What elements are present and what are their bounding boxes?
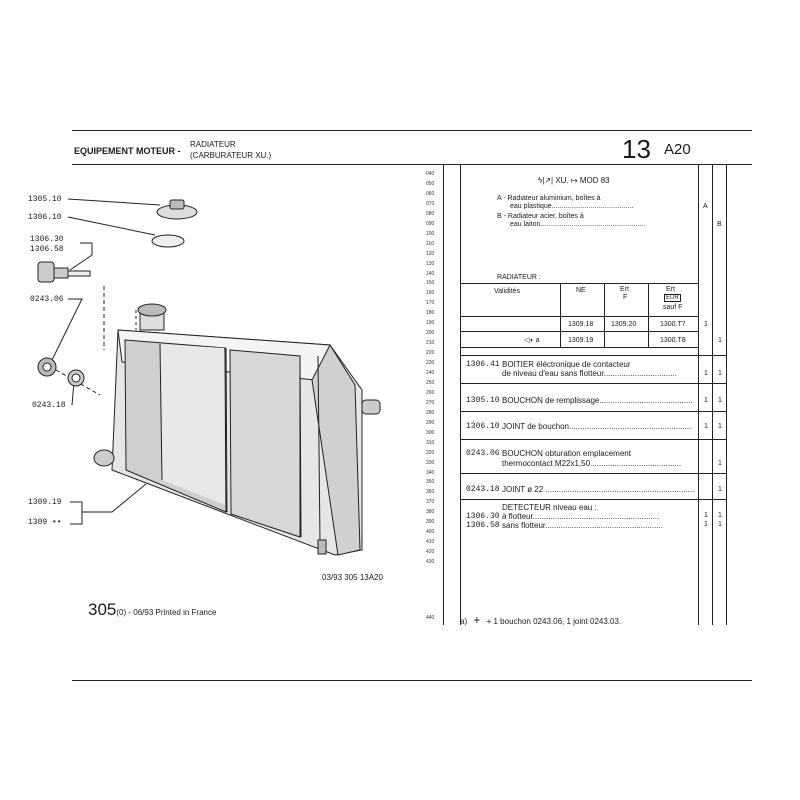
row-number: 260 <box>426 389 435 396</box>
row-number: 210 <box>426 340 435 347</box>
row2-marker: ◁◗ a <box>524 337 540 344</box>
subtitle-line1: RADIATEUR <box>190 140 236 149</box>
row1-ne: 1309.18 <box>568 321 594 328</box>
callout-1305-10: 1305.10 <box>28 195 62 204</box>
row-number: 090 <box>426 220 435 227</box>
variant-b-line1: B - Radiateur acier, boîtes à <box>497 213 584 220</box>
item-qty-b: 1 <box>718 423 722 430</box>
leader-1309 <box>70 512 82 524</box>
leader-0243-06 <box>52 299 82 360</box>
row1-qty-a: 1 <box>704 321 708 328</box>
seal-icon <box>152 235 184 247</box>
row-number: 120 <box>426 250 435 257</box>
variant-b-col: B <box>717 221 722 228</box>
item-ref: 0243.18 <box>466 485 500 494</box>
filler-cap-icon <box>157 200 197 219</box>
item-desc: BOUCHON obturation emplacement <box>502 449 631 458</box>
validites-header: Validités <box>494 288 520 295</box>
item-desc: JOINT de bouchon....................................................... <box>502 422 692 431</box>
row-number: 140 <box>426 270 435 277</box>
det2-ref: 1306.58 <box>466 521 500 530</box>
footer-model: 305 <box>88 600 117 619</box>
row-number: 130 <box>426 260 435 267</box>
row-number: 250 <box>426 379 435 386</box>
section-title: EQUIPEMENT MOTEUR - <box>74 146 181 156</box>
row-number: 290 <box>426 419 435 426</box>
col-f-header: F <box>623 294 628 301</box>
variant-a-line1: A - Radiateur aluminium, boîtes à <box>497 195 601 202</box>
level-sensor-icon <box>38 262 90 282</box>
row-number: 320 <box>426 449 435 456</box>
row-number: 170 <box>426 300 435 307</box>
item-qty-a: 1 <box>704 397 708 404</box>
item-ref: 1305.10 <box>466 396 500 405</box>
col-ert-f-header: Ert <box>620 286 629 293</box>
row-number: 350 <box>426 479 435 486</box>
row-number: 330 <box>426 459 435 466</box>
callout-1309-19: 1309.19 <box>28 498 62 507</box>
callout-0243-06: 0243.06 <box>30 295 64 304</box>
item-ref: 1306.41 <box>466 360 500 369</box>
det2-desc: sans flotteur..................................................... <box>502 521 663 530</box>
det1-desc: à flotteur......................................................... <box>502 512 660 521</box>
row-number: 160 <box>426 290 435 297</box>
item-ref: 1306.10 <box>466 422 500 431</box>
plug-icon <box>38 358 56 376</box>
row-number: 300 <box>426 429 435 436</box>
item-ref: 0243.06 <box>466 449 500 458</box>
row-number: 180 <box>426 310 435 317</box>
callout-1306-58: 1306.58 <box>30 245 64 254</box>
row-number: 360 <box>426 489 435 496</box>
callout-1309: 1309 •• <box>28 518 62 527</box>
diagram-caption: 03/93 305 13A20 <box>322 573 383 582</box>
mod-symbol-icon: ϟ|↗| <box>538 176 554 185</box>
engine-symbol-icon: ◁◗ <box>524 337 534 344</box>
joint-icon <box>68 370 84 386</box>
callout-1306-30: 1306.30 <box>30 235 64 244</box>
row1-eur: 1300.T7 <box>660 321 686 328</box>
col-ert-eur-header: Ert <box>666 286 675 293</box>
row-number: 230 <box>426 360 435 367</box>
item-desc: thermocontact M22x1,50......................................... <box>502 459 682 468</box>
row2-qty-b: 1 <box>718 337 722 344</box>
footnote-text: + 1 bouchon 0243.06, 1 joint 0243.03. <box>486 617 622 626</box>
row-number: 240 <box>426 370 435 376</box>
item-qty-a: 1 <box>704 370 708 377</box>
row-number: 100 <box>426 230 435 237</box>
col-ne-header: NE <box>576 287 586 294</box>
row-number: 270 <box>426 399 435 406</box>
row-number: 410 <box>426 539 435 546</box>
row-number: 390 <box>426 519 435 526</box>
item-qty-b: 1 <box>718 460 722 467</box>
radiateur-title: RADIATEUR : <box>497 274 541 281</box>
row-number: 340 <box>426 469 435 476</box>
variant-b-line2: eau laiton...................................................... <box>510 221 646 228</box>
item-qty-b: 1 <box>718 397 722 404</box>
detecteur-title: DETECTEUR niveau eau : <box>502 503 597 512</box>
item-desc: BOITIER éléctronique de contacteur <box>502 360 631 369</box>
callout-0243-18: 0243.18 <box>32 401 66 410</box>
item-qty-a: 1 <box>704 423 708 430</box>
item-qty-b: 1 <box>718 370 722 377</box>
leader-1306-30 <box>70 243 92 270</box>
row1-f: 1309.20 <box>611 321 637 328</box>
row-number: 040 <box>426 171 435 177</box>
row2-eur: 1300.T8 <box>660 337 686 344</box>
row-number: 310 <box>426 439 435 446</box>
variant-a-col: A <box>703 203 708 210</box>
row-number: 400 <box>426 529 435 536</box>
leader-1305-10 <box>68 199 160 205</box>
plus-icon: + <box>473 613 481 627</box>
variant-a-line2: eau plastique.......................................... <box>510 203 634 210</box>
row-number: 220 <box>426 350 435 357</box>
row-number: 280 <box>426 409 435 416</box>
row-number: 370 <box>426 499 435 506</box>
col-sauf-f-header: sauf F <box>663 304 683 311</box>
det1-qty-b: 1 <box>718 512 722 519</box>
item-desc: BOUCHON de remplissage.......................................... <box>502 396 693 405</box>
det2-qty-a: 1 <box>704 521 708 528</box>
subtitle-line2: (CARBURATEUR XU.) <box>190 151 272 160</box>
radiator-body <box>94 304 380 555</box>
item-desc: JOINT ø 22 ................................................................... <box>502 485 695 494</box>
callout-1306-10: 1306.10 <box>28 213 62 222</box>
group-code: A20 <box>664 141 691 158</box>
row-number: 070 <box>426 200 435 207</box>
footer-edition-text: (0) - 06/93 Printed in France <box>116 608 217 617</box>
leader-1306-10 <box>68 217 155 235</box>
item-desc: de niveau d'eau sans flotteur................................. <box>502 369 677 378</box>
row-number: 200 <box>426 330 435 337</box>
det1-qty-a: 1 <box>704 512 708 519</box>
group-number: 13 <box>622 134 651 164</box>
row-number: 430 <box>426 559 435 566</box>
row-number: 380 <box>426 509 435 516</box>
mod-text: XU. ↦ MOD 83 <box>555 176 610 185</box>
row-number: 080 <box>426 210 435 217</box>
leader-1309-19 <box>70 484 146 512</box>
det1-ref: 1306.30 <box>466 512 500 521</box>
row-number-440: 440 <box>426 615 435 621</box>
row-number: 150 <box>426 280 435 287</box>
row-number: 050 <box>426 180 435 187</box>
col-eur-badge: EUR <box>666 295 679 301</box>
row2-ne: 1309.19 <box>568 337 594 344</box>
det2-qty-b: 1 <box>718 521 722 528</box>
footnote-marker: a) <box>460 617 468 626</box>
row-number: 190 <box>426 320 435 327</box>
item-qty-b: 1 <box>718 486 722 493</box>
row-number: 420 <box>426 549 435 556</box>
row-number: 060 <box>426 190 435 197</box>
row-number: 110 <box>426 240 434 247</box>
